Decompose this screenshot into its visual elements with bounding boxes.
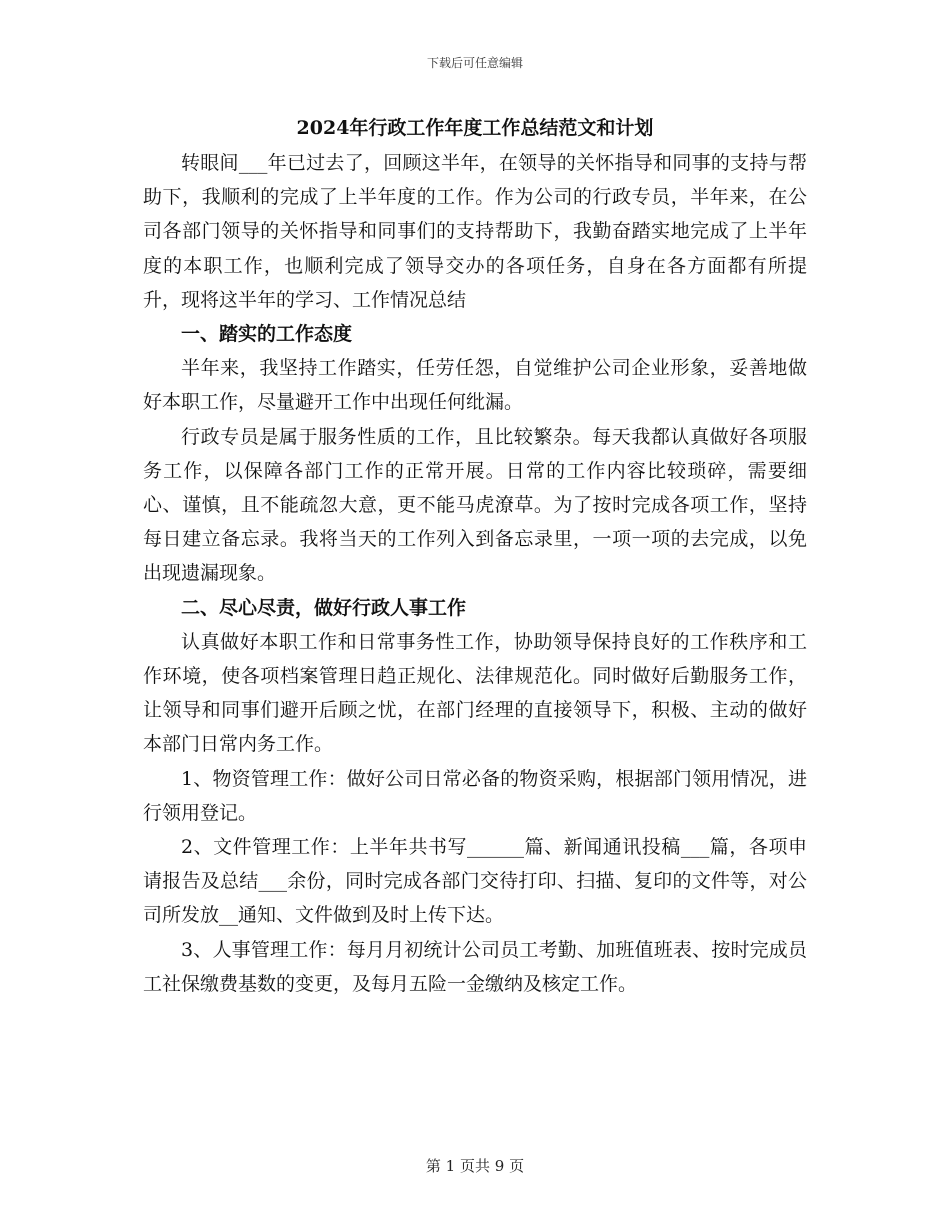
section-heading-1: 一、踏实的工作态度 (181, 323, 353, 346)
document-title: 2024年行政工作年度工作总结范文和计划 (296, 117, 654, 139)
paragraph: 行政专员是属于服务性质的工作，且比较繁杂。每天我都认真做好各项服务工作，以保障各部门工作的正常开展。日常的工作内容比较琐碎，需要细心、谨慎，且不能疏忽大意，更不能马虎潦草。为了按时完成各项工作，坚持每日建立备忘录。我将当天的工作列入到备忘录里，一项一项的去完成，以免出现遗漏现象。 (143, 425, 807, 585)
page-header: 下载后可任意编辑 (426, 56, 523, 70)
section-heading-2: 二、尽心尽责，做好行政人事工作 (181, 596, 467, 619)
page-footer: 第 1 页共 9 页 (425, 1157, 525, 1175)
document-body (143, 146, 807, 1001)
list-item-hr-management: 3、人事管理工作：每月月初统计公司员工考勤、加班值班表、按时完成员工社保缴费基数的变更，及每月五险一金缴纳及核定工作。 (143, 938, 807, 995)
paragraph: 半年来，我坚持工作踏实，任劳任怨，自觉维护公司企业形象，妥善地做好本职工作，尽量避开工作中出现任何纰漏。 (143, 357, 807, 414)
paragraph: 认真做好本职工作和日常事务性工作，协助领导保持良好的工作秩序和工作环境，使各项档案管理日趋正规化、法律规范化。同时做好后勤服务工作，让领导和同事们避开后顾之忧，在部门经理的直接领导下，积极、主动的做好本部门日常内务工作。 (143, 630, 807, 756)
intro-paragraph: 转眼间___年已过去了，回顾这半年，在领导的关怀指导和同事的支持与帮助下，我顺利的完成了上半年度的工作。作为公司的行政专员，半年来，在公司各部门领导的关怀指导和同事们的支持帮助下，我勤奋踏实地完成了上半年度的本职工作，也顺利完成了领导交办的各项任务，自身在各方面都有所提升，现将这半年的学习、工作情况总结 (143, 152, 807, 311)
list-item-material-management: 1、物资管理工作：做好公司日常必备的物资采购，根据部门领用情况，进行领用登记。 (143, 767, 807, 824)
list-item-file-management: 2、文件管理工作：上半年共书写______篇、新闻通讯投稿___篇，各项申请报告及总结___余份，同时完成各部门交待打印、扫描、复印的文件等，对公司所发放__通知、文件做到及时上传下达。 (143, 836, 807, 927)
